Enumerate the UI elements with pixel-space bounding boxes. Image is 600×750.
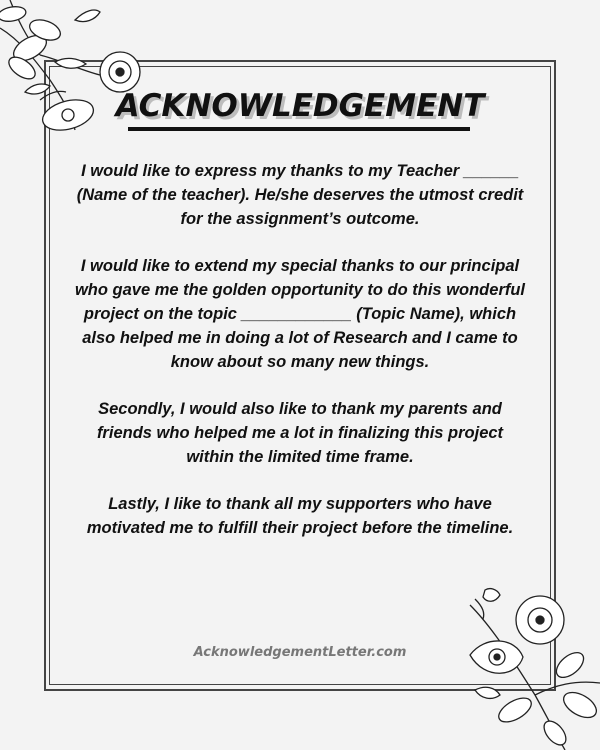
paragraph-parents: Secondly, I would also like to thank my parents and friends who helped me a lot in finalizing this project within the limited time frame. (96, 400, 504, 466)
paragraph-supporters: Lastly, I like to thank all my supporters who have motivated me to fulfill their project before the timeline. (86, 495, 514, 537)
acknowledgement-body (72, 159, 528, 563)
title-container (0, 88, 600, 124)
page-title: ACKNOWLEDGEMENT (115, 88, 485, 124)
title-underline (128, 127, 470, 131)
floral-decoration-bottom-right (445, 585, 600, 750)
footer-website: AcknowledgementLetter.com (193, 645, 407, 660)
paragraph-principal: I would like to extend my special thanks to our principal who gave me the golden opportunity to do this wonderful project on the topic ____________ (Topic Name), which also helped me in doing a lot of Research and I came to know about so many new things. (74, 257, 526, 371)
paragraph-teacher: I would like to express my thanks to my Teacher ______ (Name of the teacher). He/she deserves the utmost credit for the assignment’s outcome. (76, 162, 524, 228)
